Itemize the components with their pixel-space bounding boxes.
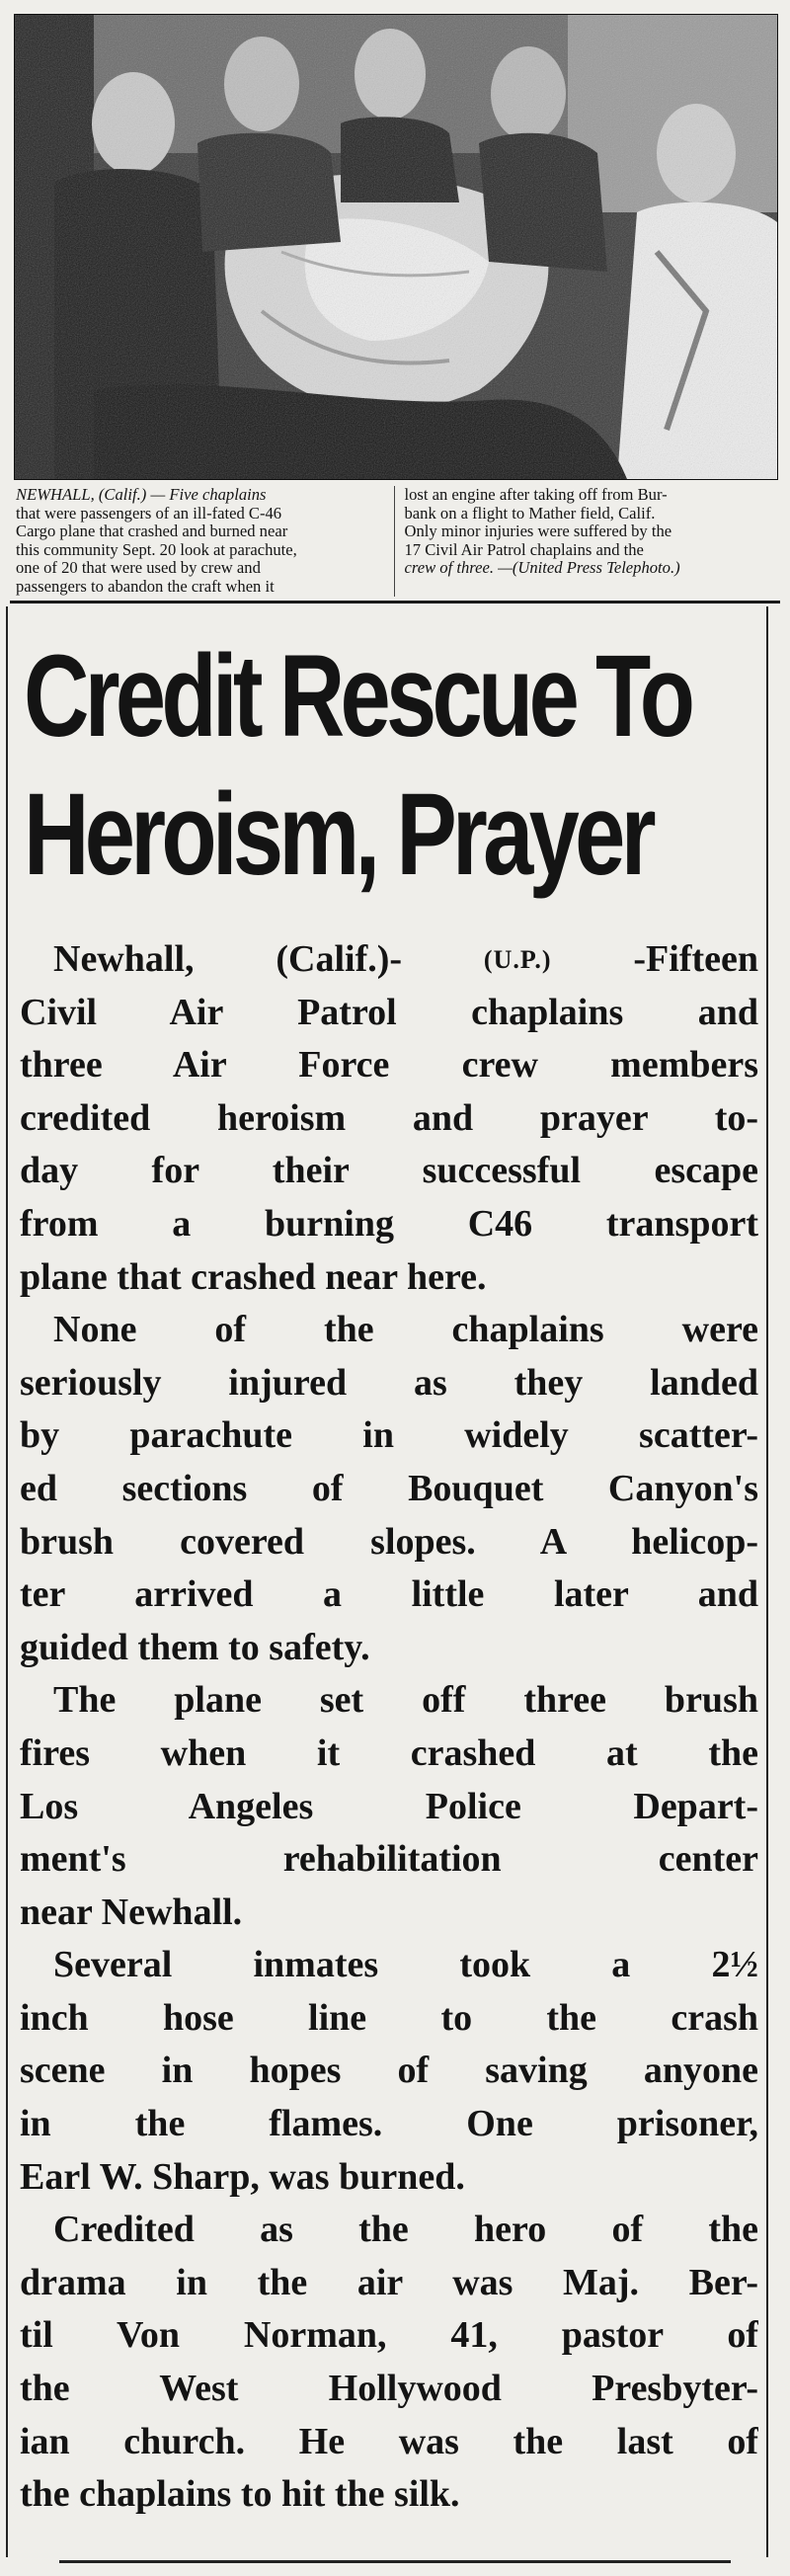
caption-line: 17 Civil Air Patrol chaplains and the — [404, 539, 644, 559]
article-line: by parachute in widely scatter- — [20, 1414, 758, 1457]
article-line: ian church. He was the last of — [20, 2420, 758, 2462]
photo-image — [15, 15, 777, 479]
article-line: ment's rehabilitation center — [20, 1838, 758, 1881]
article-dateline: Newhall, (Calif.)- — [53, 938, 403, 980]
caption-left-column — [16, 486, 395, 597]
article-line: seriously injured as they landed — [20, 1361, 758, 1404]
bottom-divider — [59, 2560, 731, 2563]
article-line: plane that crashed near here. — [20, 1255, 487, 1298]
caption-line: lost an engine after taking off from Bur- — [404, 485, 668, 504]
article-line: Civil Air Patrol chaplains and — [20, 991, 758, 1033]
article-line: three Air Force crew members — [20, 1044, 758, 1087]
headline-line-1: Credit Rescue To — [24, 631, 691, 762]
article-line: None of the chaplains were — [53, 1309, 758, 1351]
caption-line: this community Sept. 20 look at parachute, — [16, 539, 297, 559]
article-line: Credited as the hero of the — [53, 2209, 758, 2251]
article-line: til Von Norman, 41, pastor of — [20, 2314, 758, 2357]
article-line: day for their successful escape — [20, 1150, 758, 1192]
article-line: scene in hopes of saving anyone — [20, 2050, 758, 2092]
article-line: Several inmates took a 2½ — [53, 1944, 758, 1986]
caption-line: that were passengers of an ill-fated C-46 — [16, 503, 282, 523]
caption-line — [16, 486, 386, 505]
column-rule-left — [6, 606, 8, 2557]
article-line: drama in the air was Maj. Ber- — [20, 2261, 758, 2303]
article-line: ed sections of Bouquet Canyon's — [20, 1467, 758, 1509]
article-line: fires when it crashed at the — [20, 1731, 758, 1774]
caption-line: passengers to abandon the craft when it — [16, 576, 275, 596]
column-rule-right — [766, 606, 768, 2557]
article-line: near Newhall. — [20, 1891, 243, 1933]
article-line: the West Hollywood Presbyter- — [20, 2368, 758, 2410]
article-line — [20, 933, 758, 987]
article-line: inch hose line to the crash — [20, 1996, 758, 2039]
article-body — [20, 933, 758, 2522]
wire-service-tag: (U.P.) — [483, 945, 552, 974]
article-line: Los Angeles Police Depart- — [20, 1785, 758, 1827]
article-line: ter arrived a little later and — [20, 1573, 758, 1616]
article-line: guided them to safety. — [20, 1626, 370, 1668]
article-line: brush covered slopes. A helicop- — [20, 1520, 758, 1563]
article-line-text: -Fifteen — [633, 938, 758, 980]
caption-right-column — [395, 486, 775, 597]
photo-caption — [16, 486, 774, 597]
headline — [24, 627, 691, 904]
caption-line: Cargo plane that crashed and burned near — [16, 522, 288, 540]
news-photo — [14, 14, 778, 480]
caption-line: one of 20 that were used by crew and — [16, 558, 261, 577]
caption-line-text: NEWHALL, (Calif.) — Five chaplains — [16, 485, 267, 504]
article-line: in the flames. One prisoner, — [20, 2103, 758, 2145]
caption-line: crew of three. —(United Press Telephoto.) — [404, 558, 680, 577]
caption-line: Only minor injuries were suffered by the — [404, 522, 672, 540]
article-line: from a burning C46 transport — [20, 1202, 758, 1245]
section-divider — [10, 601, 780, 604]
caption-line: bank on a flight to Mather field, Calif. — [404, 503, 656, 523]
article-line: credited heroism and prayer to- — [20, 1096, 758, 1139]
headline-line-2: Heroism, Prayer — [24, 769, 652, 900]
article-line: the chaplains to hit the silk. — [20, 2473, 460, 2516]
article-line: Earl W. Sharp, was burned. — [20, 2155, 465, 2198]
article-line: The plane set off three brush — [53, 1679, 758, 1722]
